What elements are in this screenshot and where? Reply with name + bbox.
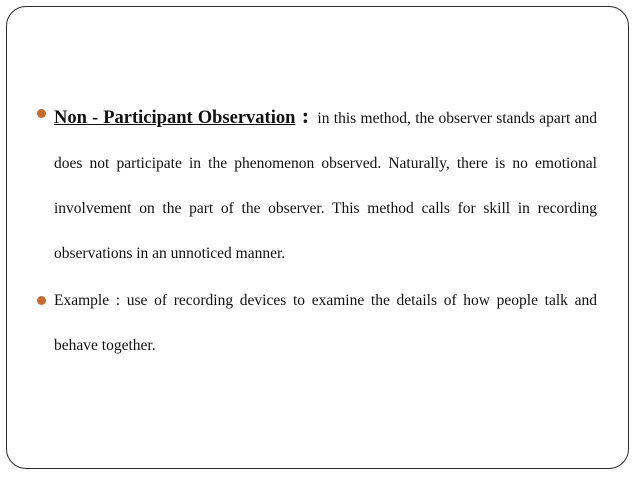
bullet-item-non-participant-observation <box>37 93 597 276</box>
bullet-item-example <box>37 278 597 368</box>
round-bullet-icon <box>37 109 46 118</box>
round-bullet-icon <box>37 296 46 305</box>
slide-frame <box>6 6 629 469</box>
bullet-text: in this method, the observer stands apart and does not participate in the phenomenon observed. Naturally, there is no emotional involvement on the part of the observer. This method calls for skill in recording observations in an unnoticed manner. <box>54 110 597 262</box>
term-separator: : <box>301 103 310 128</box>
slide-content <box>37 93 597 368</box>
bullet-text: Example : use of recording devices to examine the details of how people talk and behave together. <box>54 292 597 354</box>
bullet-term: Non - Participant Observation <box>54 108 296 128</box>
